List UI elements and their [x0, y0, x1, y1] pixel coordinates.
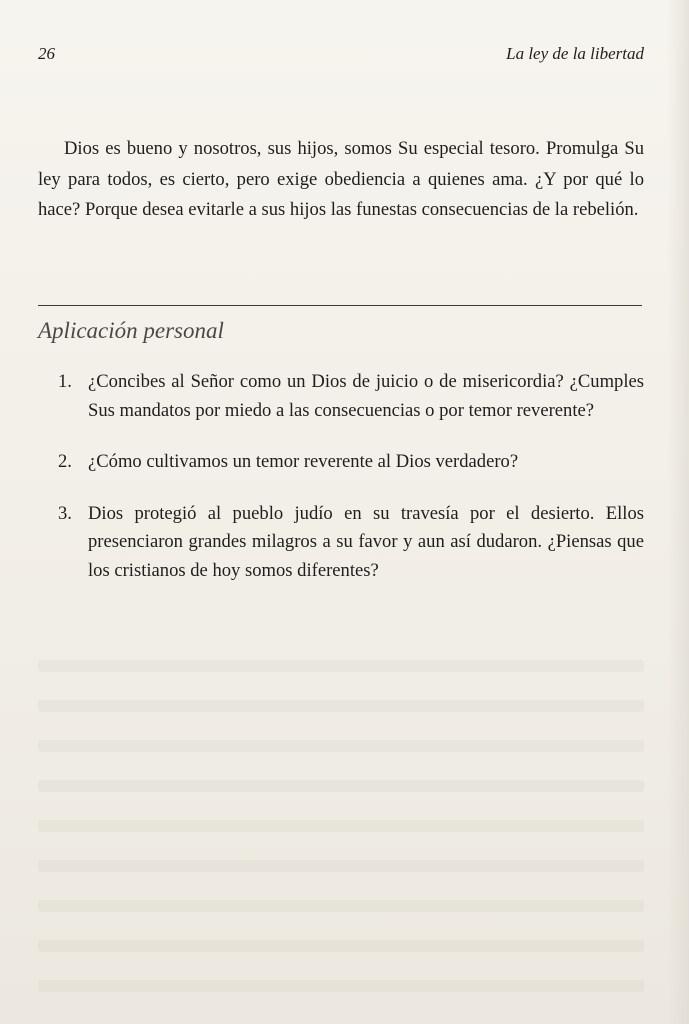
page-edge-shadow: [667, 0, 689, 1024]
question-text: ¿Concibes al Señor como un Dios de juicio o de misericordia? ¿Cumples Sus mandatos por miedo a las consecuencias o por temor reverente?: [88, 371, 644, 421]
question-number: 2.: [58, 451, 72, 472]
show-through-line: [38, 940, 644, 952]
running-title: La ley de la libertad: [506, 44, 644, 63]
section-divider: [38, 305, 642, 306]
show-through-line: [38, 780, 644, 792]
question-item: [58, 448, 644, 477]
question-number: 3.: [58, 502, 72, 524]
page-number: 26: [38, 44, 55, 63]
show-through-line: [38, 700, 644, 712]
intro-paragraph: Dios es bueno y nosotros, sus hijos, somos Su especial tesoro. Promulga Su ley para todos, es cierto, pero exige obediencia a quienes ama. ¿Y por qué lo hace? Porque desea evitarle a sus hijos las funestas consecuencias de la rebelión.: [38, 138, 644, 220]
show-through-line: [38, 860, 644, 872]
show-through-line: [38, 980, 644, 992]
show-through-line: [38, 900, 644, 912]
question-item: [58, 500, 644, 586]
show-through-line: [38, 820, 644, 832]
show-through-line: [38, 740, 644, 752]
page-header: [38, 44, 644, 70]
question-list: [58, 368, 644, 585]
question-item: [58, 368, 644, 425]
question-number: 1.: [58, 371, 72, 392]
show-through-line: [38, 660, 644, 672]
question-text: ¿Cómo cultivamos un temor reverente al Dios verdadero?: [88, 451, 519, 472]
section-title: Aplicación personal: [38, 318, 224, 343]
question-text: Dios protegió al pueblo judío en su travesía por el desierto. Ellos presenciaron grandes milagros a su favor y aun así dudaron. ¿Piensas que los cristianos de hoy somos diferentes?: [88, 502, 644, 581]
